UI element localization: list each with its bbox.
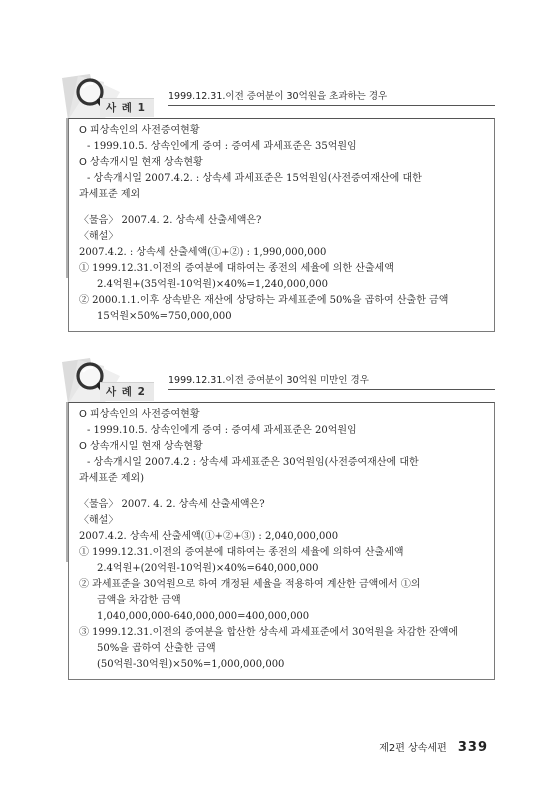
case-2-title: 1999.12.31.이전 증여분이 30억원 미만인 경우 [168,372,495,390]
case-2-line: 50%을 곱하여 산출한 금액 [97,643,216,654]
case-1-line: - 상속개시일 2007.4.2. : 상속세 과세표준은 15억원임(사전증여재산에 대한 [87,173,422,184]
case-1-tab: 사 례 1 [100,98,154,117]
case-2-line: ③ 1999.12.31.이전의 증여분을 합산한 상속세 과세표준에서 30억원을 차감한 잔액에 [79,627,459,638]
case-1-question: 〈물음〉 2007.4. 2. 상속세 산출세액은? [79,215,262,226]
case-2-line: (50억원-30억원)×50%=1,000,000,000 [97,659,285,670]
case-2-body [68,402,495,680]
case-1-line: O 상속개시일 현재 상속현황 [79,157,203,168]
case-2-line: 금액을 차감한 금액 [97,595,181,606]
case-2-answer-label: 〈해설〉 [79,515,119,526]
case-1-line: 2007.4.2. : 상속세 산출세액(①+②) : 1,990,000,000 [79,247,327,258]
section-label: 제2편 상속세편 [379,743,447,754]
case-1-line: - 1999.10.5. 상속인에게 증여 : 증여세 과세표준은 35억원임 [87,141,357,152]
case-2-line: O 상속개시일 현재 상속현황 [79,441,203,452]
page-footer [379,736,488,755]
case-1-line: 15억원×50%=750,000,000 [97,311,232,322]
case-1-line: ② 2000.1.1.이후 상속받은 재산에 상당하는 과세표준에 50%을 곱하여 산출한 금액 [79,295,449,306]
case-2-line: 2007.4.2. 상속세 산출세액(①+②+③) : 2,040,000,000 [79,531,339,542]
case-2-line: 1,040,000,000-640,000,000=400,000,000 [97,611,310,622]
case-1-line: ① 1999.12.31.이전의 증여분에 대하여는 종전의 세율에 의한 산출세액 [79,263,394,274]
case-2 [68,362,495,680]
case-2-line: ② 과세표준을 30억원으로 하여 개정된 세율을 적용하여 계산한 금액에서 ①의 [79,579,421,590]
case-2-line: 과세표준 제외) [79,473,145,484]
case-2-header [68,362,495,402]
page-number: 339 [457,740,488,755]
case-2-line: ① 1999.12.31.이전의 증여분에 대하여는 종전의 세율에 의하여 산출세액 [79,547,404,558]
case-2-line: O 피상속인의 사전증여현황 [79,409,200,420]
case-1-title: 1999.12.31.이전 증여분이 30억원을 초과하는 경우 [168,88,495,106]
case-1-header [68,78,495,118]
case-1-line: O 피상속인의 사전증여현황 [79,125,200,136]
case-2-line: 2.4억원+(20억원-10억원)×40%=640,000,000 [97,563,319,574]
case-1-line: 과세표준 제외 [79,189,141,200]
case-1-line: 2.4억원+(35억원-10억원)×40%=1,240,000,000 [97,279,329,290]
case-1 [68,78,495,332]
case-2-line: - 1999.10.5. 상속인에게 증여 : 증여세 과세표준은 20억원임 [87,425,357,436]
case-2-question: 〈물음〉 2007. 4. 2. 상속세 산출세액은? [79,499,265,510]
case-1-answer-label: 〈해설〉 [79,231,119,242]
case-2-line: - 상속개시일 2007.4.2 : 상속세 과세표준은 30억원임(사전증여재산에 대한 [87,457,419,468]
case-2-tab: 사 례 2 [100,382,154,401]
case-1-body [68,118,495,332]
